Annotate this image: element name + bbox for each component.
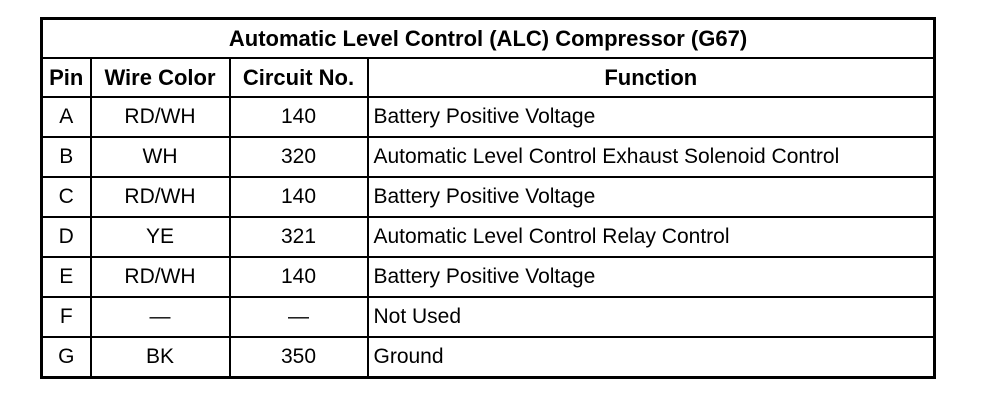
- connector-pinout-table: [40, 17, 936, 379]
- table-row: [42, 177, 935, 217]
- table-title: Automatic Level Control (ALC) Compressor (G67): [42, 19, 935, 59]
- circuit-no-cell: 350: [230, 337, 368, 378]
- function-cell: Battery Positive Voltage: [368, 97, 935, 137]
- circuit-no-cell: —: [230, 297, 368, 337]
- header-function: Function: [368, 58, 935, 97]
- wire-color-cell: WH: [91, 137, 230, 177]
- table-row: [42, 257, 935, 297]
- wire-color-cell: RD/WH: [91, 177, 230, 217]
- function-cell: Not Used: [368, 297, 935, 337]
- table-row: [42, 217, 935, 257]
- pin-cell: B: [42, 137, 91, 177]
- function-cell: Ground: [368, 337, 935, 378]
- wire-color-cell: BK: [91, 337, 230, 378]
- pin-cell: G: [42, 337, 91, 378]
- pin-cell: E: [42, 257, 91, 297]
- header-wire-color: Wire Color: [91, 58, 230, 97]
- pin-cell: D: [42, 217, 91, 257]
- table-row: [42, 297, 935, 337]
- table-row: [42, 97, 935, 137]
- wire-color-cell: RD/WH: [91, 97, 230, 137]
- pin-cell: A: [42, 97, 91, 137]
- function-cell: Battery Positive Voltage: [368, 257, 935, 297]
- circuit-no-cell: 321: [230, 217, 368, 257]
- table-row: [42, 137, 935, 177]
- table-row: [42, 337, 935, 378]
- header-pin: Pin: [42, 58, 91, 97]
- function-cell: Automatic Level Control Exhaust Solenoid Control: [368, 137, 935, 177]
- function-cell: Battery Positive Voltage: [368, 177, 935, 217]
- wire-color-cell: RD/WH: [91, 257, 230, 297]
- wire-color-cell: —: [91, 297, 230, 337]
- pin-cell: F: [42, 297, 91, 337]
- function-cell: Automatic Level Control Relay Control: [368, 217, 935, 257]
- circuit-no-cell: 320: [230, 137, 368, 177]
- header-circuit-no: Circuit No.: [230, 58, 368, 97]
- circuit-no-cell: 140: [230, 177, 368, 217]
- circuit-no-cell: 140: [230, 257, 368, 297]
- circuit-no-cell: 140: [230, 97, 368, 137]
- wire-color-cell: YE: [91, 217, 230, 257]
- header-row: [42, 58, 935, 97]
- pin-cell: C: [42, 177, 91, 217]
